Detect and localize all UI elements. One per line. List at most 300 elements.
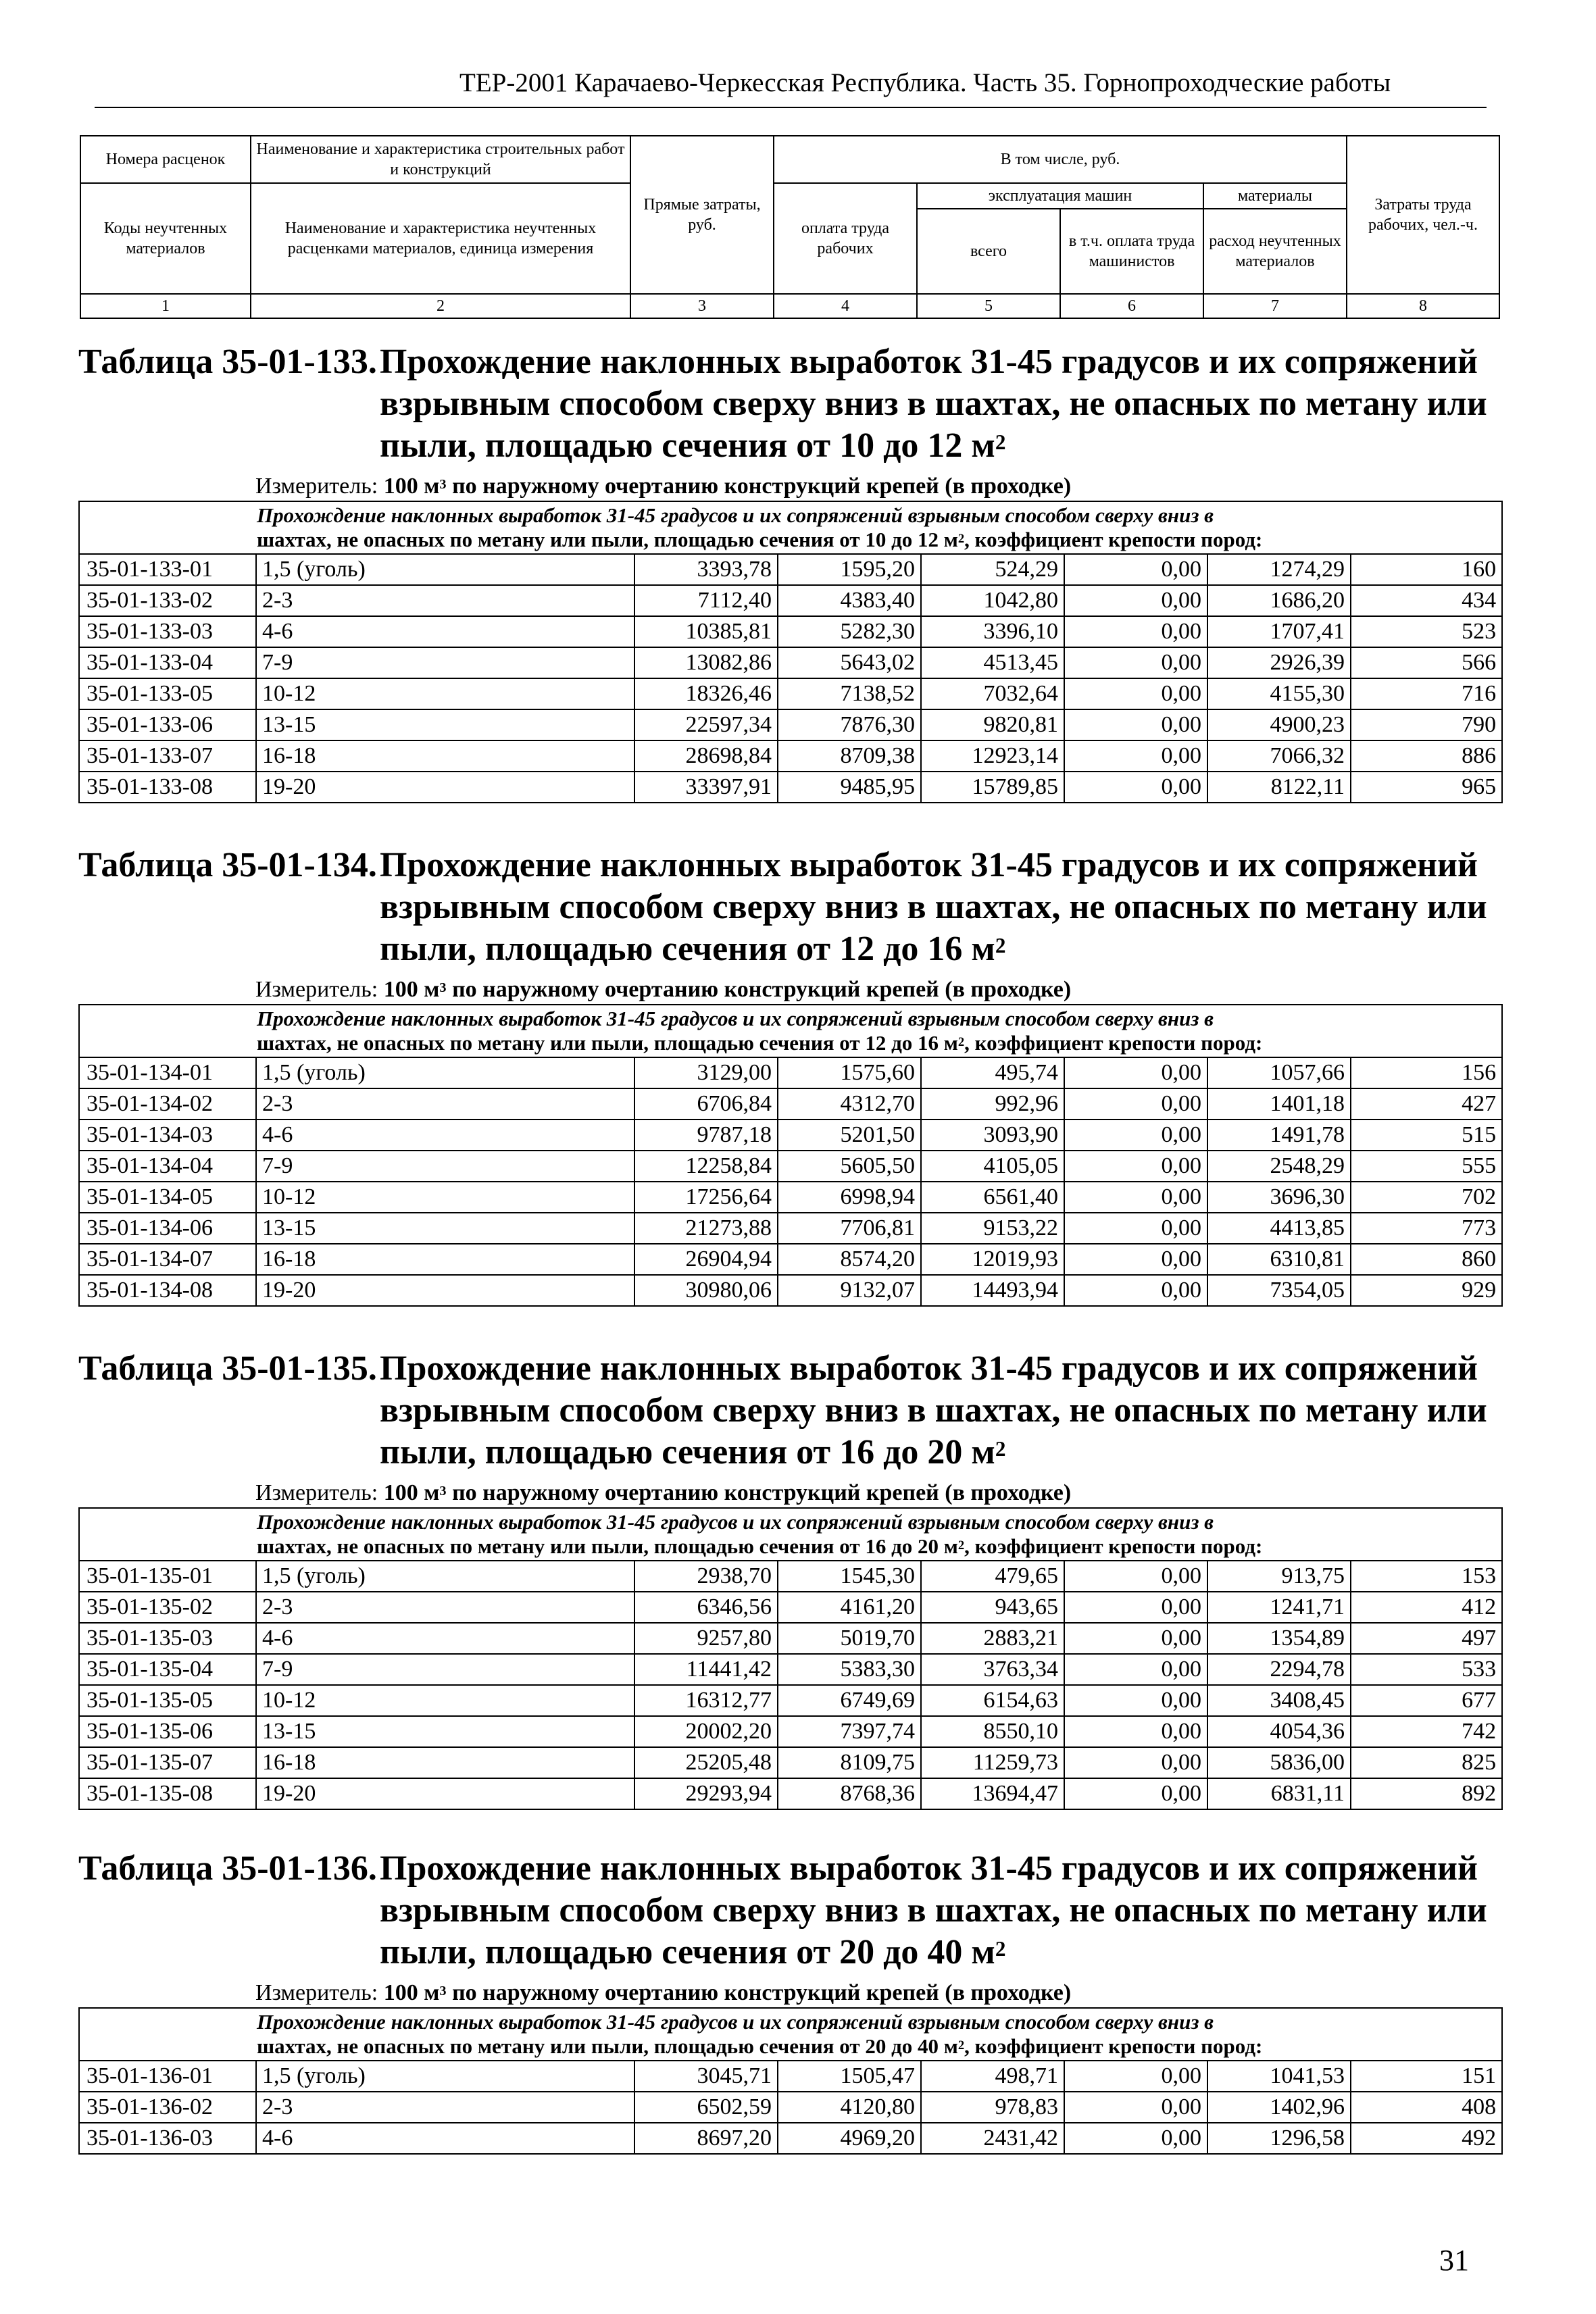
cost-value: 0,00 <box>1064 678 1207 709</box>
rock-hardness: 7-9 <box>256 1654 634 1685</box>
cost-value: 0,00 <box>1064 616 1207 647</box>
cost-value: 5836,00 <box>1207 1747 1351 1778</box>
cost-value: 965 <box>1351 772 1502 803</box>
cost-value: 14493,94 <box>921 1275 1064 1306</box>
col-number: 2 <box>251 294 630 318</box>
cost-value: 9787,18 <box>634 1120 778 1151</box>
cost-value: 2883,21 <box>921 1623 1064 1654</box>
rate-code: 35-01-133-07 <box>79 740 256 772</box>
cost-value: 0,00 <box>1064 1747 1207 1778</box>
meter-label: Измеритель: <box>255 474 378 499</box>
cost-value: 5605,50 <box>778 1151 921 1182</box>
description-tail: , коэффициент крепости пород: <box>964 528 1263 551</box>
header-worker-pay: оплата труда рабочих <box>774 183 917 294</box>
cost-value: 156 <box>1351 1057 1502 1088</box>
rock-hardness: 13-15 <box>256 1213 634 1244</box>
superscript: 2 <box>957 1538 965 1553</box>
rate-table <box>78 501 1503 803</box>
description-line-2: шахтах, не опасных по метану или пыли, площадью сечения от 20 до 40 м <box>257 2034 958 2058</box>
cost-value: 0,00 <box>1064 1654 1207 1685</box>
rate-code: 35-01-135-06 <box>79 1716 256 1747</box>
cost-value: 8122,11 <box>1207 772 1351 803</box>
cost-value: 533 <box>1351 1654 1502 1685</box>
measurement-unit <box>255 976 1501 1004</box>
table-row <box>79 1623 1502 1654</box>
header-machines-total: всего <box>917 209 1060 294</box>
cost-value: 427 <box>1351 1088 1502 1120</box>
cost-value: 0,00 <box>1064 1151 1207 1182</box>
cost-value: 860 <box>1351 1244 1502 1275</box>
description-tail: , коэффициент крепости пород: <box>964 2034 1263 2058</box>
rock-hardness: 13-15 <box>256 1716 634 1747</box>
cost-value: 1491,78 <box>1207 1120 1351 1151</box>
cost-value: 825 <box>1351 1747 1502 1778</box>
cost-value: 1707,41 <box>1207 616 1351 647</box>
rate-code: 35-01-133-05 <box>79 678 256 709</box>
meter-unit: 100 м <box>383 977 440 1002</box>
cost-value: 1274,29 <box>1207 554 1351 585</box>
rate-code: 35-01-134-04 <box>79 1151 256 1182</box>
header-machines: эксплуатация машин <box>917 183 1203 209</box>
cost-value: 929 <box>1351 1275 1502 1306</box>
table-row <box>79 1592 1502 1623</box>
table-row <box>79 647 1502 678</box>
rate-code: 35-01-134-03 <box>79 1120 256 1151</box>
table-title-text: Прохождение наклонных выработок 31-45 градусов и их сопряжений взрывным способом сверху вниз в шахтах, не опасных по метану или пыли, площадью сечения от 12 до 16 м <box>380 846 1487 968</box>
rock-hardness: 2-3 <box>256 1088 634 1120</box>
cost-value: 2294,78 <box>1207 1654 1351 1685</box>
rate-code: 35-01-134-08 <box>79 1275 256 1306</box>
cost-value: 6831,11 <box>1207 1778 1351 1809</box>
rock-hardness: 4-6 <box>256 2123 634 2154</box>
rate-code: 35-01-135-04 <box>79 1654 256 1685</box>
meter-unit: 100 м <box>383 1980 440 2005</box>
cost-value: 25205,48 <box>634 1747 778 1778</box>
cost-value: 0,00 <box>1064 1716 1207 1747</box>
table-title <box>78 341 1501 467</box>
rock-hardness: 16-18 <box>256 740 634 772</box>
meter-text: по наружному очертанию конструкций крепей (в проходке) <box>452 1480 1072 1505</box>
cost-value: 9485,95 <box>778 772 921 803</box>
cost-value: 4969,20 <box>778 2123 921 2154</box>
rate-code: 35-01-136-02 <box>79 2092 256 2123</box>
cost-value: 412 <box>1351 1592 1502 1623</box>
cost-value: 0,00 <box>1064 1561 1207 1592</box>
cost-value: 0,00 <box>1064 1057 1207 1088</box>
rate-table-section <box>78 341 1501 803</box>
header-materials: материалы <box>1203 183 1347 209</box>
cost-value: 497 <box>1351 1623 1502 1654</box>
table-row <box>79 1716 1502 1747</box>
rock-hardness: 16-18 <box>256 1244 634 1275</box>
rate-code: 35-01-135-08 <box>79 1778 256 1809</box>
cost-value: 3396,10 <box>921 616 1064 647</box>
table-row <box>79 1561 1502 1592</box>
cost-value: 2548,29 <box>1207 1151 1351 1182</box>
header-labor-costs: Затраты труда рабочих, чел.-ч. <box>1347 136 1499 294</box>
cost-value: 913,75 <box>1207 1561 1351 1592</box>
rate-code: 35-01-134-02 <box>79 1088 256 1120</box>
cost-value: 408 <box>1351 2092 1502 2123</box>
rate-code: 35-01-133-06 <box>79 709 256 740</box>
header-rate-numbers: Номера расценок <box>80 136 251 183</box>
cost-value: 10385,81 <box>634 616 778 647</box>
meter-unit: 100 м <box>383 1480 440 1505</box>
cost-value: 7397,74 <box>778 1716 921 1747</box>
table-description <box>79 1508 1502 1561</box>
cost-value: 11441,42 <box>634 1654 778 1685</box>
table-row <box>79 1088 1502 1120</box>
cost-value: 495,74 <box>921 1057 1064 1088</box>
rate-table-section <box>78 845 1501 1307</box>
table-row <box>79 585 1502 616</box>
table-row <box>79 2061 1502 2092</box>
cost-value: 4161,20 <box>778 1592 921 1623</box>
measurement-unit <box>255 1979 1501 2007</box>
rock-hardness: 1,5 (уголь) <box>256 1057 634 1088</box>
table-description <box>79 501 1502 554</box>
cost-value: 5201,50 <box>778 1120 921 1151</box>
rock-hardness: 1,5 (уголь) <box>256 2061 634 2092</box>
cost-value: 22597,34 <box>634 709 778 740</box>
cost-value: 9820,81 <box>921 709 1064 740</box>
table-title <box>78 1848 1501 1973</box>
cost-value: 12923,14 <box>921 740 1064 772</box>
superscript: 3 <box>439 476 447 492</box>
cost-value: 7066,32 <box>1207 740 1351 772</box>
cost-value: 8550,10 <box>921 1716 1064 1747</box>
rate-table-section <box>78 1848 1501 2155</box>
cost-value: 18326,46 <box>634 678 778 709</box>
cost-value: 6561,40 <box>921 1182 1064 1213</box>
cost-value: 160 <box>1351 554 1502 585</box>
cost-value: 5383,30 <box>778 1654 921 1685</box>
cost-value: 28698,84 <box>634 740 778 772</box>
table-row <box>79 678 1502 709</box>
superscript: 2 <box>957 1034 965 1049</box>
cost-value: 3696,30 <box>1207 1182 1351 1213</box>
cost-value: 11259,73 <box>921 1747 1064 1778</box>
col-number: 5 <box>917 294 1060 318</box>
rock-hardness: 10-12 <box>256 1685 634 1716</box>
cost-value: 0,00 <box>1064 1120 1207 1151</box>
superscript: 3 <box>439 980 447 995</box>
rate-code: 35-01-135-02 <box>79 1592 256 1623</box>
cost-value: 3408,45 <box>1207 1685 1351 1716</box>
meter-text: по наружному очертанию конструкций крепей (в проходке) <box>452 1980 1072 2005</box>
cost-value: 1354,89 <box>1207 1623 1351 1654</box>
table-title-text: Прохождение наклонных выработок 31-45 градусов и их сопряжений взрывным способом сверху вниз в шахтах, не опасных по метану или пыли, площадью сечения от 20 до 40 м <box>380 1849 1487 1971</box>
cost-value: 4513,45 <box>921 647 1064 678</box>
cost-value: 6706,84 <box>634 1088 778 1120</box>
description-line-1: Прохождение наклонных выработок 31-45 градусов и их сопряжений взрывным способом сверху вниз в <box>257 2010 1214 2034</box>
rock-hardness: 1,5 (уголь) <box>256 554 634 585</box>
cost-value: 13694,47 <box>921 1778 1064 1809</box>
table-row <box>79 554 1502 585</box>
table-title <box>78 845 1501 970</box>
table-row <box>79 616 1502 647</box>
superscript: 2 <box>957 2038 965 2053</box>
running-head: ТЕР-2001 Карачаево-Черкесская Республика. Часть 35. Горнопроходческие работы <box>459 68 1391 97</box>
column-header-table <box>80 135 1500 319</box>
table-number: Таблица 35-01-135. <box>78 1349 377 1388</box>
cost-value: 5019,70 <box>778 1623 921 1654</box>
meter-unit: 100 м <box>383 474 440 499</box>
rate-code: 35-01-133-01 <box>79 554 256 585</box>
table-row <box>79 1057 1502 1088</box>
cost-value: 1296,58 <box>1207 2123 1351 2154</box>
rate-code: 35-01-133-02 <box>79 585 256 616</box>
cost-value: 3093,90 <box>921 1120 1064 1151</box>
rate-code: 35-01-133-08 <box>79 772 256 803</box>
cost-value: 4900,23 <box>1207 709 1351 740</box>
cost-value: 4105,05 <box>921 1151 1064 1182</box>
cost-value: 7112,40 <box>634 585 778 616</box>
description-line-2: шахтах, не опасных по метану или пыли, площадью сечения от 10 до 12 м <box>257 528 958 551</box>
cost-value: 1241,71 <box>1207 1592 1351 1623</box>
cost-value: 0,00 <box>1064 554 1207 585</box>
cost-value: 151 <box>1351 2061 1502 2092</box>
header-material-name: Наименование и характеристика неучтенных расценками материалов, единица измерения <box>251 183 630 294</box>
table-number: Таблица 35-01-136. <box>78 1849 377 1888</box>
superscript: 3 <box>439 1983 447 1998</box>
cost-value: 1505,47 <box>778 2061 921 2092</box>
cost-value: 5282,30 <box>778 616 921 647</box>
cost-value: 6998,94 <box>778 1182 921 1213</box>
cost-value: 0,00 <box>1064 1778 1207 1809</box>
cost-value: 6749,69 <box>778 1685 921 1716</box>
cost-value: 716 <box>1351 678 1502 709</box>
cost-value: 0,00 <box>1064 1623 1207 1654</box>
cost-value: 742 <box>1351 1716 1502 1747</box>
cost-value: 492 <box>1351 2123 1502 2154</box>
cost-value: 6346,56 <box>634 1592 778 1623</box>
rock-hardness: 19-20 <box>256 772 634 803</box>
cost-value: 6310,81 <box>1207 1244 1351 1275</box>
cost-value: 892 <box>1351 1778 1502 1809</box>
rock-hardness: 19-20 <box>256 1275 634 1306</box>
table-row <box>79 740 1502 772</box>
cost-value: 0,00 <box>1064 1592 1207 1623</box>
table-row <box>79 1182 1502 1213</box>
header-rule <box>95 107 1487 108</box>
cost-value: 4312,70 <box>778 1088 921 1120</box>
rock-hardness: 7-9 <box>256 647 634 678</box>
measurement-unit <box>255 472 1501 501</box>
cost-value: 0,00 <box>1064 647 1207 678</box>
table-description <box>79 1005 1502 1057</box>
description-tail: , коэффициент крепости пород: <box>964 1031 1263 1055</box>
table-row <box>79 1120 1502 1151</box>
cost-value: 524,29 <box>921 554 1064 585</box>
cost-value: 8709,38 <box>778 740 921 772</box>
cost-value: 1042,80 <box>921 585 1064 616</box>
rate-table <box>78 1507 1503 1810</box>
superscript: 2 <box>995 1937 1006 1961</box>
table-title <box>78 1348 1501 1474</box>
header-operator-pay: в т.ч. оплата труда машинистов <box>1060 209 1203 294</box>
cost-value: 790 <box>1351 709 1502 740</box>
cost-value: 153 <box>1351 1561 1502 1592</box>
cost-value: 943,65 <box>921 1592 1064 1623</box>
meter-text: по наружному очертанию конструкций крепей (в проходке) <box>452 474 1072 499</box>
cost-value: 16312,77 <box>634 1685 778 1716</box>
cost-value: 0,00 <box>1064 1088 1207 1120</box>
description-line-1: Прохождение наклонных выработок 31-45 градусов и их сопряжений взрывным способом сверху вниз в <box>257 503 1214 527</box>
cost-value: 0,00 <box>1064 2092 1207 2123</box>
header-direct-costs: Прямые затраты, руб. <box>630 136 774 294</box>
cost-value: 773 <box>1351 1213 1502 1244</box>
table-row <box>79 1151 1502 1182</box>
cost-value: 8768,36 <box>778 1778 921 1809</box>
description-tail: , коэффициент крепости пород: <box>964 1534 1263 1558</box>
meter-label: Измеритель: <box>255 1980 378 2005</box>
rate-code: 35-01-136-01 <box>79 2061 256 2092</box>
cost-value: 677 <box>1351 1685 1502 1716</box>
cost-value: 3763,34 <box>921 1654 1064 1685</box>
measurement-unit <box>255 1479 1501 1507</box>
cost-value: 4413,85 <box>1207 1213 1351 1244</box>
cost-value: 1401,18 <box>1207 1088 1351 1120</box>
cost-value: 8574,20 <box>778 1244 921 1275</box>
cost-value: 7354,05 <box>1207 1275 1351 1306</box>
rock-hardness: 4-6 <box>256 1120 634 1151</box>
table-row <box>79 1244 1502 1275</box>
cost-value: 515 <box>1351 1120 1502 1151</box>
cost-value: 8697,20 <box>634 2123 778 2154</box>
rate-code: 35-01-135-01 <box>79 1561 256 1592</box>
rate-code: 35-01-134-01 <box>79 1057 256 1088</box>
table-row <box>79 1654 1502 1685</box>
cost-value: 21273,88 <box>634 1213 778 1244</box>
cost-value: 9257,80 <box>634 1623 778 1654</box>
table-row <box>79 1778 1502 1809</box>
cost-value: 434 <box>1351 585 1502 616</box>
header-material-codes: Коды неучтенных материалов <box>80 183 251 294</box>
meter-label: Измеритель: <box>255 977 378 1002</box>
rate-code: 35-01-134-05 <box>79 1182 256 1213</box>
rate-code: 35-01-134-06 <box>79 1213 256 1244</box>
cost-value: 15789,85 <box>921 772 1064 803</box>
header-column-numbers <box>80 294 1499 318</box>
rate-code: 35-01-135-05 <box>79 1685 256 1716</box>
rock-hardness: 2-3 <box>256 1592 634 1623</box>
rock-hardness: 13-15 <box>256 709 634 740</box>
table-title-text: Прохождение наклонных выработок 31-45 градусов и их сопряжений взрывным способом сверху вниз в шахтах, не опасных по метану или пыли, площадью сечения от 10 до 12 м <box>380 343 1487 465</box>
table-row <box>79 2123 1502 2154</box>
rate-code: 35-01-135-03 <box>79 1623 256 1654</box>
cost-value: 4155,30 <box>1207 678 1351 709</box>
cost-value: 4054,36 <box>1207 1716 1351 1747</box>
cost-value: 0,00 <box>1064 585 1207 616</box>
table-row <box>79 1213 1502 1244</box>
cost-value: 1595,20 <box>778 554 921 585</box>
cost-value: 9132,07 <box>778 1275 921 1306</box>
cost-value: 26904,94 <box>634 1244 778 1275</box>
description-line-2: шахтах, не опасных по метану или пыли, площадью сечения от 12 до 16 м <box>257 1031 958 1055</box>
col-number: 1 <box>80 294 251 318</box>
header-work-name: Наименование и характеристика строительных работ и конструкций <box>251 136 630 183</box>
cost-value: 2431,42 <box>921 2123 1064 2154</box>
superscript: 3 <box>439 1483 447 1499</box>
col-number: 8 <box>1347 294 1499 318</box>
rock-hardness: 4-6 <box>256 616 634 647</box>
rate-table <box>78 2007 1503 2155</box>
cost-value: 0,00 <box>1064 772 1207 803</box>
cost-value: 0,00 <box>1064 1244 1207 1275</box>
cost-value: 0,00 <box>1064 2061 1207 2092</box>
rock-hardness: 10-12 <box>256 678 634 709</box>
cost-value: 13082,86 <box>634 647 778 678</box>
rate-code: 35-01-135-07 <box>79 1747 256 1778</box>
cost-value: 978,83 <box>921 2092 1064 2123</box>
cost-value: 17256,64 <box>634 1182 778 1213</box>
superscript: 2 <box>995 1437 1006 1461</box>
meter-label: Измеритель: <box>255 1480 378 1505</box>
rate-code: 35-01-136-03 <box>79 2123 256 2154</box>
table-number: Таблица 35-01-134. <box>78 846 377 884</box>
cost-value: 4120,80 <box>778 2092 921 2123</box>
rock-hardness: 19-20 <box>256 1778 634 1809</box>
cost-value: 555 <box>1351 1151 1502 1182</box>
cost-value: 30980,06 <box>634 1275 778 1306</box>
table-row <box>79 1747 1502 1778</box>
cost-value: 8109,75 <box>778 1747 921 1778</box>
cost-value: 9153,22 <box>921 1213 1064 1244</box>
description-line-1: Прохождение наклонных выработок 31-45 градусов и их сопряжений взрывным способом сверху вниз в <box>257 1007 1214 1030</box>
rock-hardness: 16-18 <box>256 1747 634 1778</box>
table-description <box>79 2008 1502 2061</box>
rate-code: 35-01-133-03 <box>79 616 256 647</box>
cost-value: 566 <box>1351 647 1502 678</box>
col-number: 7 <box>1203 294 1347 318</box>
header-material-consumption: расход неучтенных материалов <box>1203 209 1347 294</box>
cost-value: 1057,66 <box>1207 1057 1351 1088</box>
cost-value: 0,00 <box>1064 1182 1207 1213</box>
cost-value: 6154,63 <box>921 1685 1064 1716</box>
cost-value: 3393,78 <box>634 554 778 585</box>
description-line-2: шахтах, не опасных по метану или пыли, площадью сечения от 16 до 20 м <box>257 1534 958 1558</box>
cost-value: 498,71 <box>921 2061 1064 2092</box>
col-number: 6 <box>1060 294 1203 318</box>
rock-hardness: 1,5 (уголь) <box>256 1561 634 1592</box>
table-row <box>79 772 1502 803</box>
rate-table <box>78 1004 1503 1307</box>
cost-value: 6502,59 <box>634 2092 778 2123</box>
header-including: В том числе, руб. <box>774 136 1347 183</box>
cost-value: 702 <box>1351 1182 1502 1213</box>
cost-value: 20002,20 <box>634 1716 778 1747</box>
rate-table-section <box>78 1348 1501 1810</box>
rock-hardness: 2-3 <box>256 2092 634 2123</box>
cost-value: 0,00 <box>1064 1275 1207 1306</box>
col-number: 4 <box>774 294 917 318</box>
cost-value: 7032,64 <box>921 678 1064 709</box>
cost-value: 5643,02 <box>778 647 921 678</box>
superscript: 2 <box>995 430 1006 455</box>
rock-hardness: 2-3 <box>256 585 634 616</box>
superscript: 2 <box>957 531 965 546</box>
cost-value: 3045,71 <box>634 2061 778 2092</box>
cost-value: 12258,84 <box>634 1151 778 1182</box>
cost-value: 0,00 <box>1064 740 1207 772</box>
rock-hardness: 10-12 <box>256 1182 634 1213</box>
cost-value: 0,00 <box>1064 709 1207 740</box>
cost-value: 0,00 <box>1064 2123 1207 2154</box>
cost-value: 2938,70 <box>634 1561 778 1592</box>
rate-code: 35-01-134-07 <box>79 1244 256 1275</box>
cost-value: 992,96 <box>921 1088 1064 1120</box>
